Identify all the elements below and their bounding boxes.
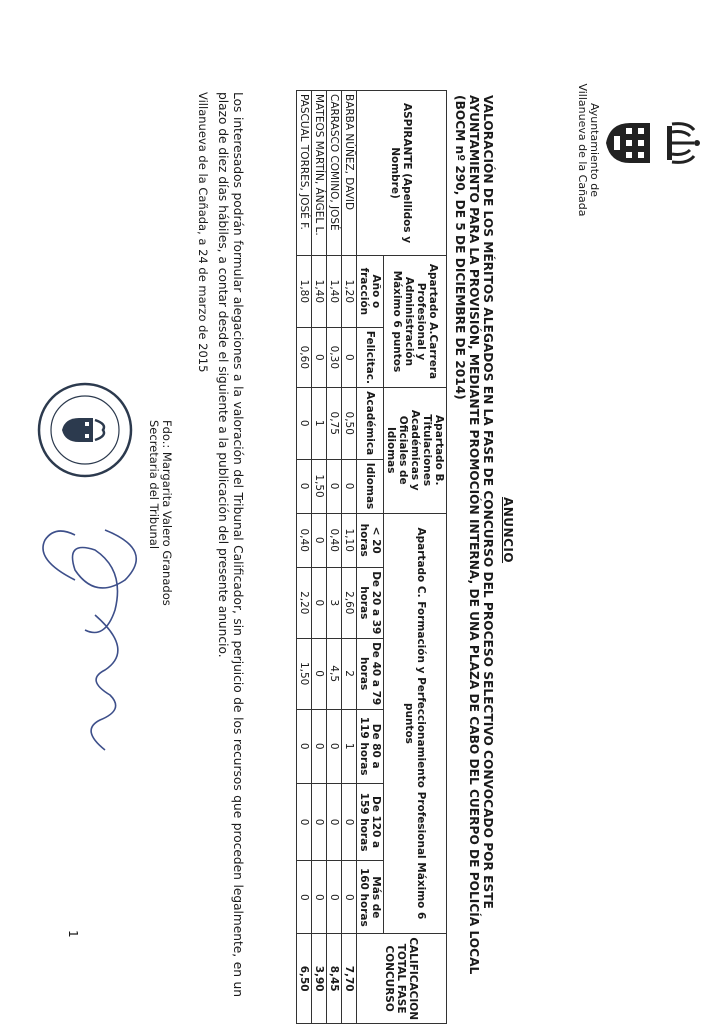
crown-icon: [662, 120, 702, 166]
score-cell: 0: [297, 783, 312, 861]
signer-name: Fdo.: Margarita Valero Granados: [160, 420, 174, 606]
signer-role: Secretaria del Tribunal: [147, 420, 161, 550]
score-cell: 1,40: [312, 256, 327, 328]
document-heading: [453, 95, 495, 1000]
municipal-logo: [576, 80, 710, 220]
score-cell: 1: [312, 387, 327, 459]
total-score: 3,90: [312, 934, 327, 1024]
score-cell: 0: [327, 459, 342, 513]
header-aspirante: ASPIRANTE (Apellidos y Nombre): [357, 91, 447, 256]
score-cell: 1: [342, 709, 357, 783]
coat-of-arms-icon: [604, 118, 652, 168]
total-score: 6,50: [297, 934, 312, 1024]
score-cell: 1,80: [297, 256, 312, 328]
score-cell: 0: [312, 709, 327, 783]
score-cell: 0: [297, 709, 312, 783]
score-cell: 1,50: [312, 459, 327, 513]
score-cell: 2: [342, 638, 357, 709]
score-cell: 0,40: [327, 513, 342, 567]
total-score: 8,45: [327, 934, 342, 1024]
score-cell: 3: [327, 567, 342, 638]
handwritten-signature: [25, 520, 165, 760]
header-apartado-b: Apartado B. Titulaciones Académicas y Oficiales de Idiomas: [384, 387, 447, 513]
subheader-cell: Idiomas: [357, 459, 384, 513]
score-cell: 0: [327, 861, 342, 934]
subheader-cell: De 40 a 79 horas: [357, 638, 384, 709]
score-cell: 0: [327, 709, 342, 783]
heading-line: VALORACIÓN DE LOS MÉRITOS ALEGADOS EN LA FASE DE CONCURSO DEL PROCESO SELECTIVO CONVOCADO POR ESTE: [481, 95, 495, 909]
score-cell: 0,40: [297, 513, 312, 567]
header-total: CALIFICACION TOTAL FASE CONCURSO: [357, 934, 447, 1024]
official-seal-stamp: [35, 380, 135, 480]
score-cell: 0: [312, 327, 327, 387]
applicant-name: BARBA NÚÑEZ, DAVID: [342, 91, 357, 256]
org-name-line1: Ayuntamiento de: [588, 102, 601, 198]
score-cell: 0: [327, 783, 342, 861]
score-cell: 0: [312, 638, 327, 709]
score-cell: 0: [312, 861, 327, 934]
score-cell: 0,30: [327, 327, 342, 387]
score-cell: 0,50: [342, 387, 357, 459]
score-cell: 0: [297, 387, 312, 459]
subheader-cell: Año o fracción: [357, 256, 384, 328]
score-cell: 1,20: [342, 256, 357, 328]
page-number: 1: [66, 930, 80, 938]
subheader-cell: De 80 a 119 horas: [357, 709, 384, 783]
score-cell: 1,10: [342, 513, 357, 567]
score-cell: 0: [297, 861, 312, 934]
score-cell: 0: [342, 783, 357, 861]
heading-line: (BOCM nº 290, DE 5 DE DICIEMBRE DE 2014): [453, 95, 467, 400]
subheader-cell: Académica: [357, 387, 384, 459]
header-apartado-c: Apartado C. Formación y Perfeccionamiento Profesional Máximo 6 puntos: [384, 513, 447, 934]
total-score: 7,70: [342, 934, 357, 1024]
subheader-cell: < 20 horas: [357, 513, 384, 567]
applicant-name: CARRASCO COMINO, JOSÉ: [327, 91, 342, 256]
applicant-name: MATEOS MARTÍN, ÁNGEL L.: [312, 91, 327, 256]
place-and-date: Villanueva de la Cañada, a 24 de marzo de 2015: [196, 92, 210, 373]
org-name-line2: Villanueva de la Cañada: [576, 83, 589, 217]
table-row: [297, 91, 312, 1024]
score-cell: 0: [342, 861, 357, 934]
score-cell: 0,75: [327, 387, 342, 459]
table-row: [342, 91, 357, 1024]
score-cell: 1,50: [297, 638, 312, 709]
score-cell: 2,20: [297, 567, 312, 638]
merit-evaluation-table: [296, 90, 447, 1024]
score-cell: 0,60: [297, 327, 312, 387]
score-cell: 4,5: [327, 638, 342, 709]
table-header-row: [384, 91, 447, 1024]
score-cell: 1,40: [327, 256, 342, 328]
score-cell: 2,60: [342, 567, 357, 638]
header-apartado-a: Apartado A.Carrera Profesional y Administración Máximo 6 puntos: [384, 256, 447, 388]
notice-paragraph: Los interesados podrán formular alegaciones a la valoración del Tribunal Calificador, sin perjuicio de los recursos que proceden legalmente, en un plazo de diez días hábiles, a contar desde el siguiente a la publicación del presente anuncio.: [216, 92, 245, 997]
subheader-cell: Más de 160 horas: [357, 861, 384, 934]
document-title: ANUNCIO: [501, 496, 515, 564]
score-cell: 0: [297, 459, 312, 513]
score-cell: 0: [312, 513, 327, 567]
applicant-name: PASCUAL TORRES, JOSÉ F.: [297, 91, 312, 256]
table-row: [327, 91, 342, 1024]
score-cell: 0: [312, 567, 327, 638]
heading-line: AYUNTAMIENTO PARA LA PROVISIÓN, MEDIANTE PROMOCIÓN INTERNA, DE UNA PLAZA DE CABO DEL CUERPO DE POLICÍA LOCAL: [467, 95, 481, 975]
score-cell: 0: [342, 459, 357, 513]
score-cell: 0: [312, 783, 327, 861]
subheader-cell: De 20 a 39 horas: [357, 567, 384, 638]
score-cell: 0: [342, 327, 357, 387]
table-row: [312, 91, 327, 1024]
subheader-cell: De 120 a 159 horas: [357, 783, 384, 861]
subheader-cell: Felicitac.: [357, 327, 384, 387]
